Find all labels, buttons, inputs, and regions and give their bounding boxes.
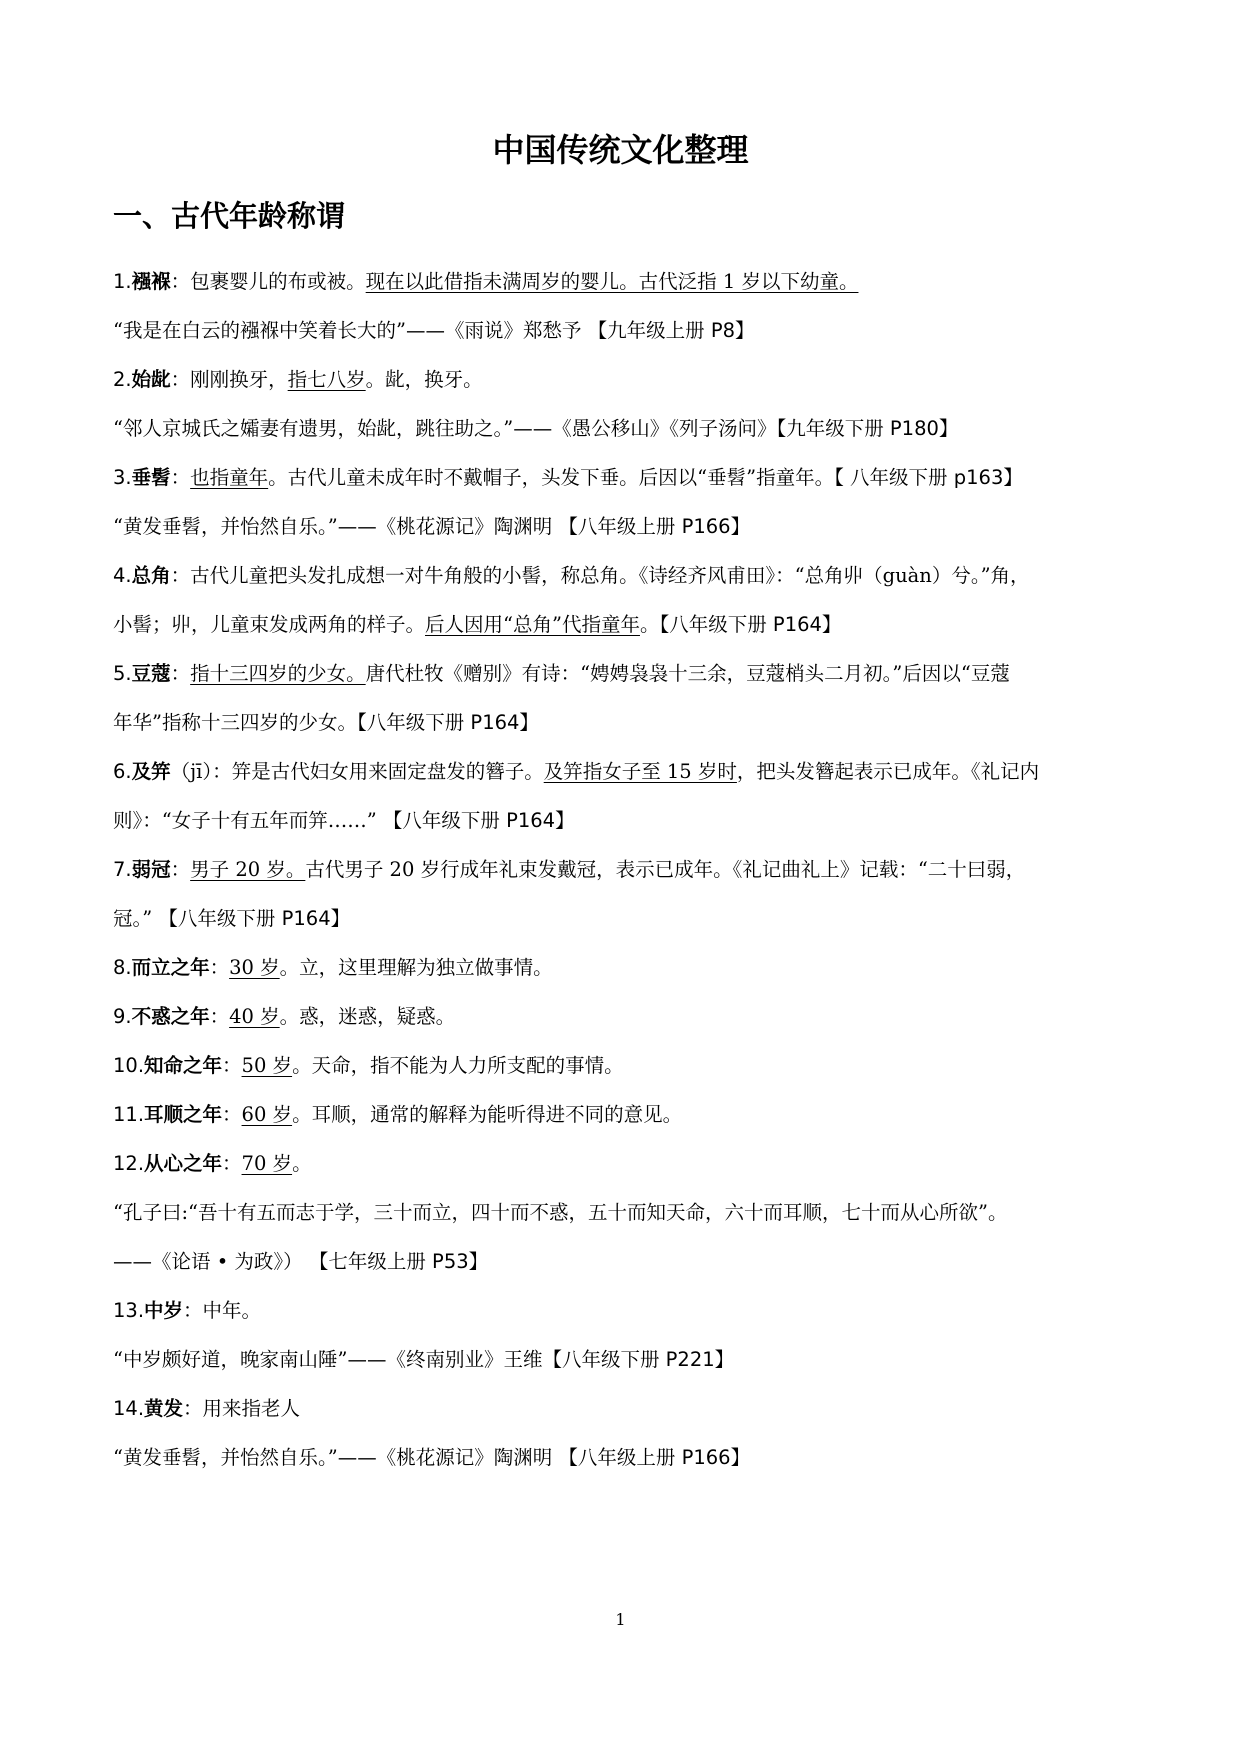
underlined-text: 30 岁 xyxy=(229,956,280,979)
entry-term: 及笄 xyxy=(131,760,171,783)
quote-source: 《终南别业》王维 xyxy=(386,1348,543,1371)
quote-text: “邻人京城氏之孀妻有遗男，始龀，跳往助之。” xyxy=(113,417,514,440)
underlined-text: 后人因用“总角”代指童年 xyxy=(425,613,640,636)
definition-text: 用来指老人 xyxy=(202,1397,301,1420)
entry-term: 始龀 xyxy=(131,368,171,391)
entry-1-definition xyxy=(113,257,1133,306)
entry-number: 11. xyxy=(113,1103,145,1126)
underlined-text: 70 岁 xyxy=(241,1152,293,1175)
definition-text: 古代儿童把头发扎成想一对牛角般的小髻，称总角。《诗经齐风甫田》：“总角丱（guàn）兮。”角， xyxy=(190,564,1030,587)
definition-text: ，把头发簪起表示已成年。《礼记内 xyxy=(736,760,1040,783)
colon: ： xyxy=(212,760,232,783)
definition-text: 。惑，迷惑，疑惑。 xyxy=(279,1005,456,1028)
quote-dash: —— xyxy=(113,1250,152,1273)
colon: ： xyxy=(183,1299,203,1322)
entry-12-quote-source xyxy=(113,1237,1133,1286)
entry-11-definition xyxy=(113,1090,1133,1139)
entry-6-definition xyxy=(113,747,1133,796)
colon: ： xyxy=(170,368,191,391)
entry-term: 中岁 xyxy=(144,1299,184,1322)
entry-term: 知命之年 xyxy=(144,1054,223,1077)
entry-number: 14. xyxy=(113,1397,145,1420)
entry-2-quote xyxy=(113,404,1133,453)
underlined-text: 现在以此借指未满周岁的婴儿。古代泛指 1 岁以下幼童。 xyxy=(365,270,859,293)
entry-13-quote xyxy=(113,1335,1133,1384)
textbook-reference: 【八年级下册 P164】 xyxy=(158,907,351,930)
entry-10-definition xyxy=(113,1041,1133,1090)
entry-number: 10. xyxy=(113,1054,145,1077)
definition-text: 。立，这里理解为独立做事情。 xyxy=(279,956,553,979)
entry-number: 3. xyxy=(113,466,132,489)
entry-number: 9. xyxy=(113,1005,132,1028)
quote-text: “我是在白云的襁褓中笑着长大的” xyxy=(113,319,406,342)
textbook-reference: 【九年级下册 P180】 xyxy=(776,417,959,440)
definition-text: 。 xyxy=(292,1152,312,1175)
entry-number: 7. xyxy=(113,858,132,881)
quote-dash: —— xyxy=(405,319,445,342)
entry-number: 2. xyxy=(113,368,132,391)
quote-source: 《桃花源记》陶渊明 xyxy=(376,1446,559,1469)
entry-9-definition xyxy=(113,992,1133,1041)
document-body xyxy=(113,257,1133,1482)
definition-text: 年华”指称十三四岁的少女。 xyxy=(113,711,357,734)
quote-source: 《桃花源记》陶渊明 xyxy=(376,515,559,538)
entry-term: 从心之年 xyxy=(144,1152,223,1175)
textbook-reference: 【八年级下册 P164】 xyxy=(659,613,842,636)
colon: ： xyxy=(170,858,191,881)
textbook-reference: 【 八年级下册 p163】 xyxy=(834,466,1023,489)
entry-3-definition xyxy=(113,453,1133,502)
entry-3-quote xyxy=(113,502,1133,551)
underlined-text: 及笄指女子至 15 岁时 xyxy=(543,760,737,783)
entry-term: 耳顺之年 xyxy=(144,1103,223,1126)
underlined-text: 60 岁 xyxy=(241,1103,293,1126)
entry-4-definition xyxy=(113,551,1133,600)
entry-number: 6. xyxy=(113,760,132,783)
underlined-text: 也指童年 xyxy=(190,466,269,489)
underlined-text: 50 岁 xyxy=(241,1054,293,1077)
textbook-reference: 【八年级下册 P164】 xyxy=(356,711,539,734)
entry-term: 襁褓 xyxy=(131,270,171,293)
quote-dash: —— xyxy=(337,1446,377,1469)
entry-8-definition xyxy=(113,943,1133,992)
colon: ： xyxy=(222,1103,242,1126)
definition-text: 则》：“女子十有五年而笄……” xyxy=(113,809,383,832)
colon: ： xyxy=(222,1054,242,1077)
entry-number: 8. xyxy=(113,956,132,979)
quote-source: 《论语 • 为政》） xyxy=(152,1250,309,1273)
colon: ： xyxy=(209,1005,230,1028)
underlined-text: 男子 20 岁。 xyxy=(190,858,306,881)
entry-5-continuation xyxy=(113,698,1133,747)
entry-term: 不惑之年 xyxy=(131,1005,210,1028)
underlined-text: 指十三四岁的少女。 xyxy=(190,662,366,685)
entry-term: 豆蔻 xyxy=(131,662,171,685)
definition-text: 。天命，指不能为人力所支配的事情。 xyxy=(292,1054,624,1077)
definition-text: 小髻；丱，儿童束发成两角的样子。 xyxy=(113,613,426,636)
quote-dash: —— xyxy=(513,417,553,440)
definition-text: 。耳顺，通常的解释为能听得进不同的意见。 xyxy=(292,1103,683,1126)
textbook-reference: 【八年级下册 P164】 xyxy=(382,809,575,832)
entry-5-definition xyxy=(113,649,1133,698)
quote-dash: —— xyxy=(337,515,377,538)
entry-term: 黄发 xyxy=(144,1397,184,1420)
entry-12-definition xyxy=(113,1139,1133,1188)
definition-text: 包裹婴儿的布或被。 xyxy=(190,270,366,293)
colon: ： xyxy=(209,956,230,979)
quote-source: 《雨说》郑愁予 xyxy=(444,319,588,342)
entry-term: 而立之年 xyxy=(131,956,210,979)
colon: ： xyxy=(170,270,191,293)
textbook-reference: 【八年级下册 P221】 xyxy=(542,1348,735,1371)
underlined-text: 指七八岁 xyxy=(287,368,366,391)
definition-text: 。 xyxy=(639,613,660,636)
underlined-text: 40 岁 xyxy=(229,1005,280,1028)
page-number: 1 xyxy=(615,1610,626,1629)
quote-text: “黄发垂髫，并怡然自乐。” xyxy=(113,515,338,538)
definition-text: 。龀，换牙。 xyxy=(365,368,483,391)
definition-text: 唐代杜牧《赠别》有诗：“娉娉袅袅十三余，豆蔻梢头二月初。”后因以“豆蔻 xyxy=(365,662,1010,685)
definition-text: 古代男子 20 岁行成年礼束发戴冠，表示已成年。《礼记曲礼上》记载：“二十曰弱， xyxy=(305,858,1026,881)
entry-1-quote xyxy=(113,306,1133,355)
colon: ： xyxy=(170,466,191,489)
entry-number: 5. xyxy=(113,662,132,685)
entry-14-quote xyxy=(113,1433,1133,1482)
entry-7-continuation xyxy=(113,894,1133,943)
colon: ： xyxy=(222,1152,242,1175)
entry-6-continuation xyxy=(113,796,1133,845)
textbook-reference: 【九年级上册 P8】 xyxy=(587,319,755,342)
entry-13-definition xyxy=(113,1286,1133,1335)
quote-text: “黄发垂髫，并怡然自乐。” xyxy=(113,1446,338,1469)
entry-number: 13. xyxy=(113,1299,145,1322)
pinyin: （jī） xyxy=(170,760,213,783)
colon: ： xyxy=(183,1397,203,1420)
entry-number: 4. xyxy=(113,564,132,587)
entry-term: 垂髫 xyxy=(131,466,171,489)
textbook-reference: 【七年级上册 P53】 xyxy=(308,1250,489,1273)
entry-number: 1. xyxy=(113,270,132,293)
textbook-reference: 【八年级上册 P166】 xyxy=(558,515,751,538)
definition-text: 笄是古代妇女用来固定盘发的簪子。 xyxy=(231,760,544,783)
quote-dash: —— xyxy=(347,1348,387,1371)
entry-number: 12. xyxy=(113,1152,145,1175)
page-title: 中国传统文化整理 xyxy=(492,131,749,169)
quote-text: “孔子曰:“吾十有五而志于学，三十而立，四十而不惑，五十而知天命，六十而耳顺，七十而从心所欲”。 xyxy=(113,1201,1008,1224)
entry-7-definition xyxy=(113,845,1133,894)
entry-term: 弱冠 xyxy=(131,858,171,881)
colon: ： xyxy=(170,564,191,587)
entry-term: 总角 xyxy=(131,564,171,587)
definition-text: 。古代儿童未成年时不戴帽子，头发下垂。后因以“垂髫”指童年。 xyxy=(268,466,835,489)
quote-source: 《愚公移山》《列子汤问》 xyxy=(552,417,777,440)
entry-4-continuation xyxy=(113,600,1133,649)
definition-text: 中年。 xyxy=(202,1299,262,1322)
entry-14-definition xyxy=(113,1384,1133,1433)
entry-2-definition xyxy=(113,355,1133,404)
colon: ： xyxy=(170,662,191,685)
definition-text: 冠。” xyxy=(113,907,159,930)
entry-12-quote xyxy=(113,1188,1133,1237)
definition-text: 刚刚换牙， xyxy=(190,368,288,391)
section-title: 一、古代年龄称谓 xyxy=(113,199,346,233)
quote-text: “中岁颇好道，晚家南山陲” xyxy=(113,1348,348,1371)
textbook-reference: 【八年级上册 P166】 xyxy=(558,1446,751,1469)
